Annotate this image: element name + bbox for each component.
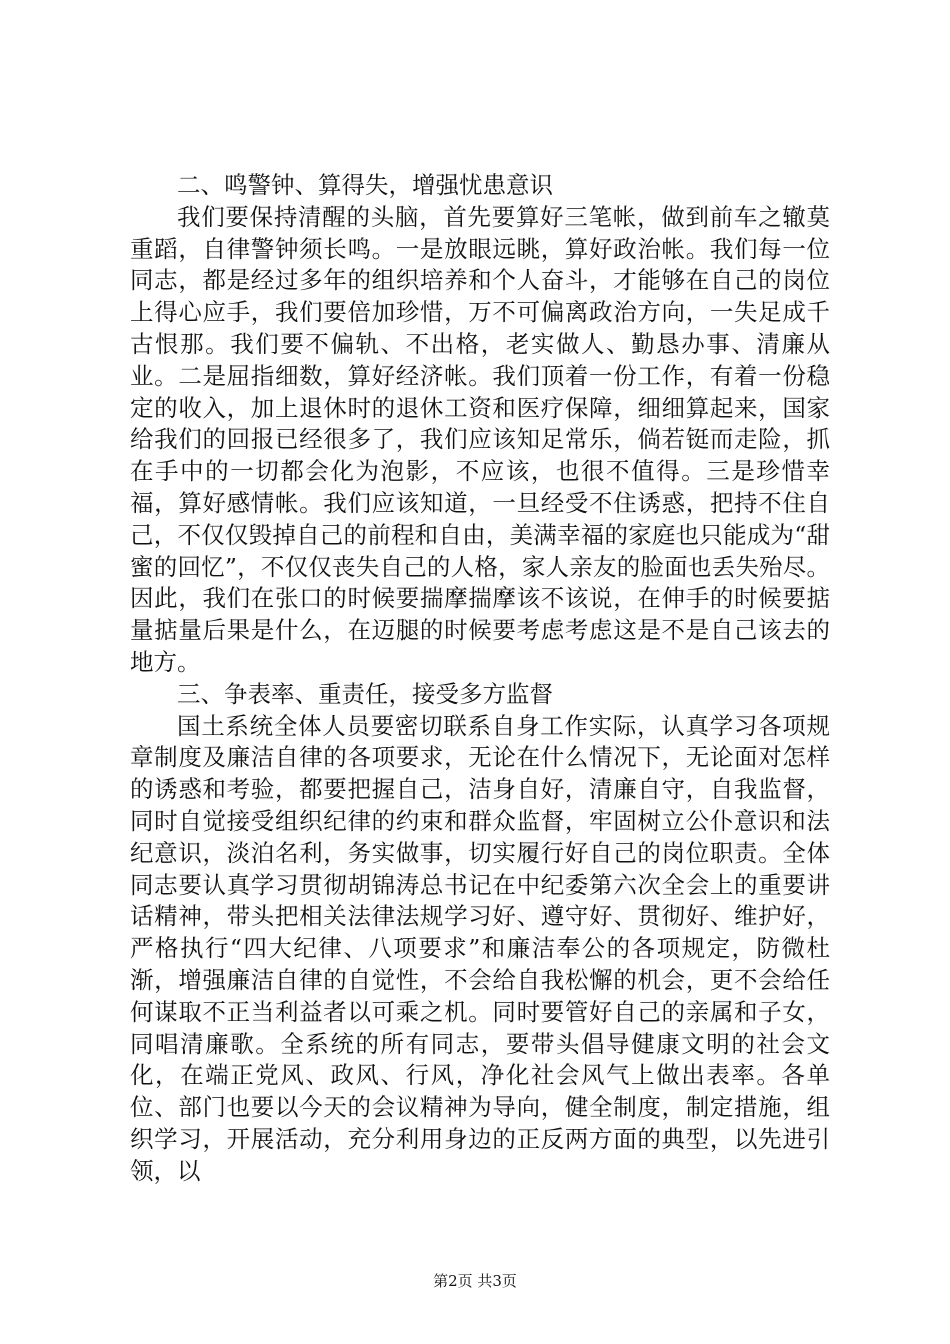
section-2-heading: 二、鸣警钟、算得失，增强忧患意识 <box>177 171 553 199</box>
page-number-footer: 第2页 共3页 <box>433 1272 517 1290</box>
section-3-heading: 三、争表率、重责任，接受多方监督 <box>177 679 553 708</box>
document-body <box>130 170 830 1188</box>
section-2-paragraph: 我们要保持清醒的头脑，首先要算好三笔帐，做到前车之辙莫重蹈，自律警钟须长鸣。一是放眼远眺，算好政治帐。我们每一位同志，都是经过多年的组织培养和个人奋斗，才能够在自己的岗位上得心应手，我们要倍加珍惜，万不可偏离政治方向，一失足成千古恨那。我们要不偏轨、不出格，老实做人、勤恳办事、清廉从业。二是屈指细数，算好经济帐。我们顶着一份工作，有着一份稳定的收入，加上退休时的退休工资和医疗保障，细细算起来，国家给我们的回报已经很多了，我们应该知足常乐，倘若铤而走险，抓在手中的一切都会化为泡影，不应该，也很不值得。三是珍惜幸福，算好感情帐。我们应该知道，一旦经受不住诱惑，把持不住自己，不仅仅毁掉自己的前程和自由，美满幸福的家庭也只能成为“甜蜜的回忆”，不仅仅丧失自己的人格，家人亲友的脸面也丢失殆尽。因此，我们在张口的时候要揣摩揣摩该不该说，在伸手的时候要掂量掂量后果是什么，在迈腿的时候要考虑考虑这是不是自己该去的地方。 <box>130 202 830 676</box>
section-3-paragraph: 国土系统全体人员要密切联系自身工作实际，认真学习各项规章制度及廉洁自律的各项要求，无论在什么情况下，无论面对怎样的诱惑和考验，都要把握自己，洁身自好，清廉自守，自我监督，同时自觉接受组织纪律的约束和群众监督，牢固树立公仆意识和法纪意识，淡泊名利，务实做事，切实履行好自己的岗位职责。全体同志要认真学习贯彻胡锦涛总书记在中纪委第六次全会上的重要讲话精神，带头把相关法律法规学习好、遵守好、贯彻好、维护好，严格执行“四大纪律、八项要求”和廉洁奉公的各项规定，防微杜渐，增强廉洁自律的自觉性，不会给自我松懈的机会，更不会给任何谋取不正当利益者以可乘之机。同时要管好自己的亲属和子女，同唱清廉歌。全系统的所有同志，要带头倡导健康文明的社会文化，在端正党风、政风、行风，净化社会风气上做出表率。各单位、部门也要以今天的会议精神为导向，健全制度，制定措施，组织学习，开展活动，充分利用身边的正反两方面的典型，以先进引领，以 <box>130 711 830 1185</box>
